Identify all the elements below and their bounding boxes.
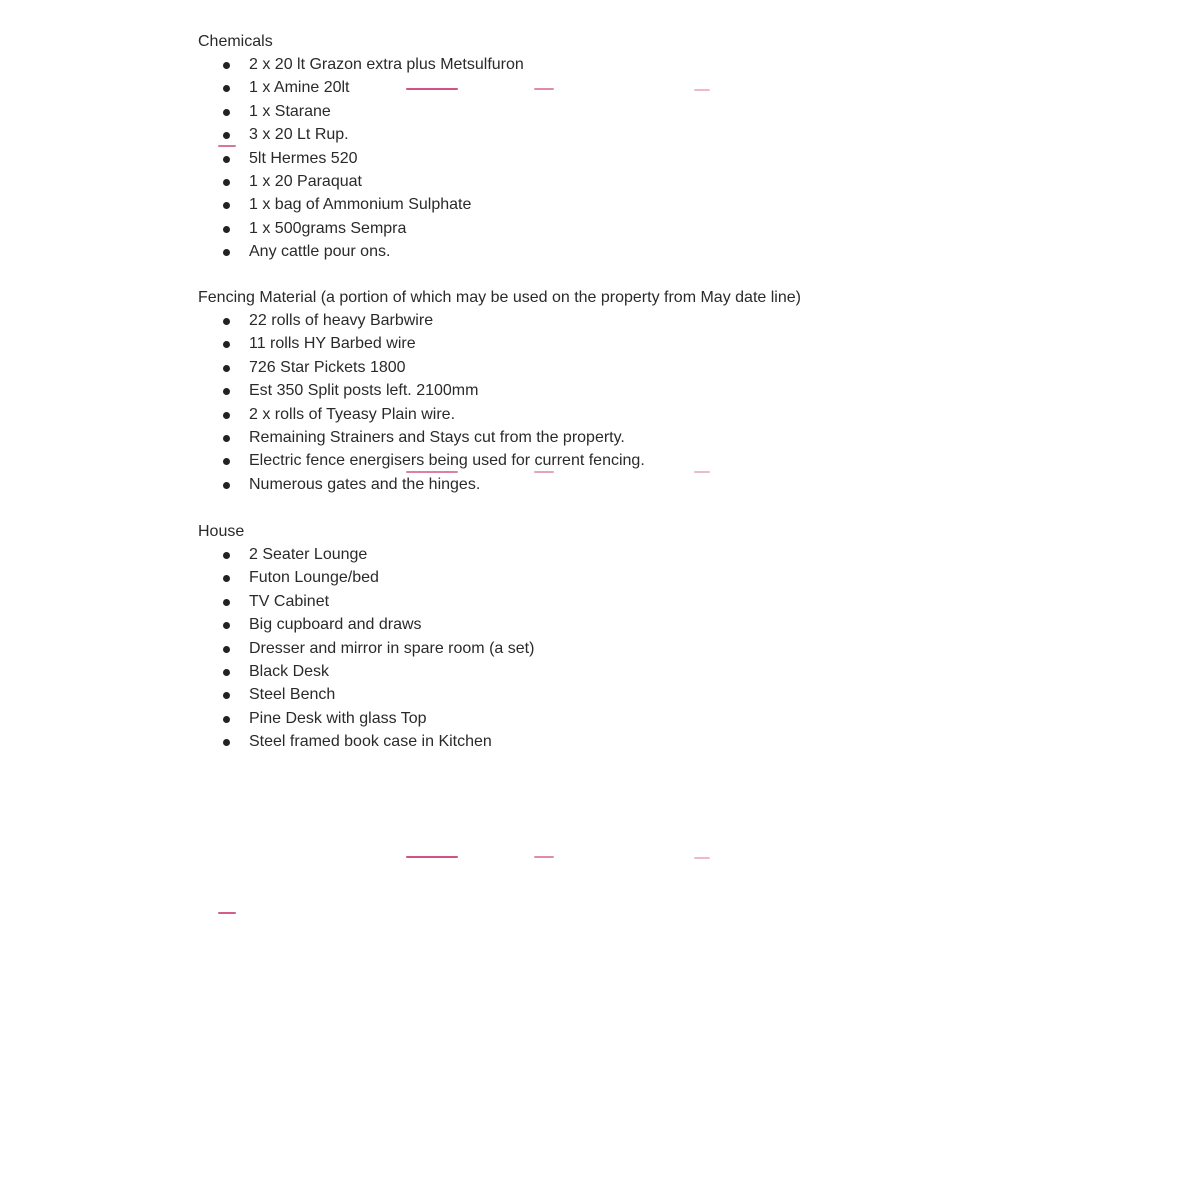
list-item-text: Big cupboard and draws xyxy=(249,616,422,634)
bullet-icon xyxy=(223,458,230,465)
bullet-icon xyxy=(223,412,230,419)
bullet-icon xyxy=(223,622,230,629)
list-item-text: Electric fence energisers being used for current fencing. xyxy=(249,452,645,470)
section-house xyxy=(198,521,534,754)
bullet-icon xyxy=(223,85,230,92)
bullet-icon xyxy=(223,179,230,186)
list-item-text: Pine Desk with glass Top xyxy=(249,709,427,727)
list-item-text: 1 x bag of Ammonium Sulphate xyxy=(249,196,472,214)
list-item xyxy=(198,53,524,76)
list-item xyxy=(198,426,801,449)
list-item xyxy=(198,332,801,355)
list-item xyxy=(198,309,801,332)
bullet-icon xyxy=(223,109,230,116)
house-list xyxy=(198,543,534,754)
bullet-icon xyxy=(223,249,230,256)
list-item-text: Numerous gates and the hinges. xyxy=(249,475,481,493)
bullet-icon xyxy=(223,739,230,746)
list-item xyxy=(198,379,801,402)
scan-mark xyxy=(694,89,710,91)
bullet-icon xyxy=(223,669,230,676)
bullet-icon xyxy=(223,692,230,699)
scan-mark xyxy=(406,471,458,473)
scan-mark xyxy=(534,471,554,473)
list-item xyxy=(198,566,534,589)
list-item-text: 1 x Amine 20lt xyxy=(249,79,350,97)
list-item-text: Black Desk xyxy=(249,662,330,680)
list-item-text: 1 x 500grams Sempra xyxy=(249,219,407,237)
list-item xyxy=(198,193,524,216)
list-item xyxy=(198,660,534,683)
scan-mark xyxy=(406,856,458,858)
bullet-icon xyxy=(223,646,230,653)
bullet-icon xyxy=(223,482,230,489)
list-item-text: 2 Seater Lounge xyxy=(249,546,368,563)
scan-mark xyxy=(406,88,458,90)
bullet-icon xyxy=(223,552,230,559)
bullet-icon xyxy=(223,156,230,163)
list-item xyxy=(198,76,524,99)
list-item-text: 1 x 20 Paraquat xyxy=(249,172,362,190)
list-item xyxy=(198,100,524,123)
list-item xyxy=(198,356,801,379)
scan-mark xyxy=(218,912,236,914)
list-item xyxy=(198,217,524,240)
bullet-icon xyxy=(223,716,230,723)
bullet-icon xyxy=(223,62,230,69)
chemicals-list xyxy=(198,53,524,264)
list-item-text: Remaining Strainers and Stays cut from the property. xyxy=(249,428,625,446)
fencing-material-list xyxy=(198,309,801,496)
scan-mark xyxy=(694,857,710,859)
list-item-text: Futon Lounge/bed xyxy=(249,569,379,587)
scan-mark xyxy=(534,856,554,858)
bullet-icon xyxy=(223,599,230,606)
scan-mark xyxy=(694,471,710,473)
bullet-icon xyxy=(223,575,230,582)
list-item-text: TV Cabinet xyxy=(249,592,330,610)
scan-mark xyxy=(534,88,554,90)
bullet-icon xyxy=(223,132,230,139)
bullet-icon xyxy=(223,226,230,233)
section-fencing-material xyxy=(198,287,801,496)
list-item-text: 2 x rolls of Tyeasy Plain wire. xyxy=(249,405,456,423)
bullet-icon xyxy=(223,341,230,348)
list-item xyxy=(198,707,534,730)
list-item-text: 22 rolls of heavy Barbwire xyxy=(249,312,434,329)
bullet-icon xyxy=(223,365,230,372)
list-item xyxy=(198,683,534,706)
list-item-text: Steel Bench xyxy=(249,686,336,704)
list-item xyxy=(198,730,534,753)
section-heading-fencing-material: Fencing Material (a portion of which may be used on the property from May date line) xyxy=(198,289,801,306)
list-item xyxy=(198,170,524,193)
list-item-text: Any cattle pour ons. xyxy=(249,243,391,261)
section-chemicals xyxy=(198,31,524,264)
section-heading-chemicals: Chemicals xyxy=(198,33,273,50)
scan-mark xyxy=(218,145,236,147)
list-item xyxy=(198,543,534,566)
list-item xyxy=(198,473,801,496)
list-item-text: 11 rolls HY Barbed wire xyxy=(249,335,416,353)
list-item-text: 5lt Hermes 520 xyxy=(249,149,358,167)
list-item xyxy=(198,240,524,263)
section-heading-house: House xyxy=(198,523,245,540)
list-item-text: 3 x 20 Lt Rup. xyxy=(249,126,349,144)
list-item xyxy=(198,613,534,636)
list-item-text: Dresser and mirror in spare room (a set) xyxy=(249,639,535,657)
list-item-text: Steel framed book case in Kitchen xyxy=(249,733,492,751)
list-item-text: 2 x 20 lt Grazon extra plus Metsulfuron xyxy=(249,56,524,73)
bullet-icon xyxy=(223,435,230,442)
list-item xyxy=(198,123,524,146)
list-item-text: 1 x Starane xyxy=(249,102,331,120)
list-item-text: Est 350 Split posts left. 2100mm xyxy=(249,382,479,400)
bullet-icon xyxy=(223,318,230,325)
list-item xyxy=(198,147,524,170)
list-item xyxy=(198,590,534,613)
list-item xyxy=(198,449,801,472)
list-item-text: 726 Star Pickets 1800 xyxy=(249,358,406,376)
list-item xyxy=(198,637,534,660)
list-item xyxy=(198,403,801,426)
bullet-icon xyxy=(223,388,230,395)
bullet-icon xyxy=(223,202,230,209)
